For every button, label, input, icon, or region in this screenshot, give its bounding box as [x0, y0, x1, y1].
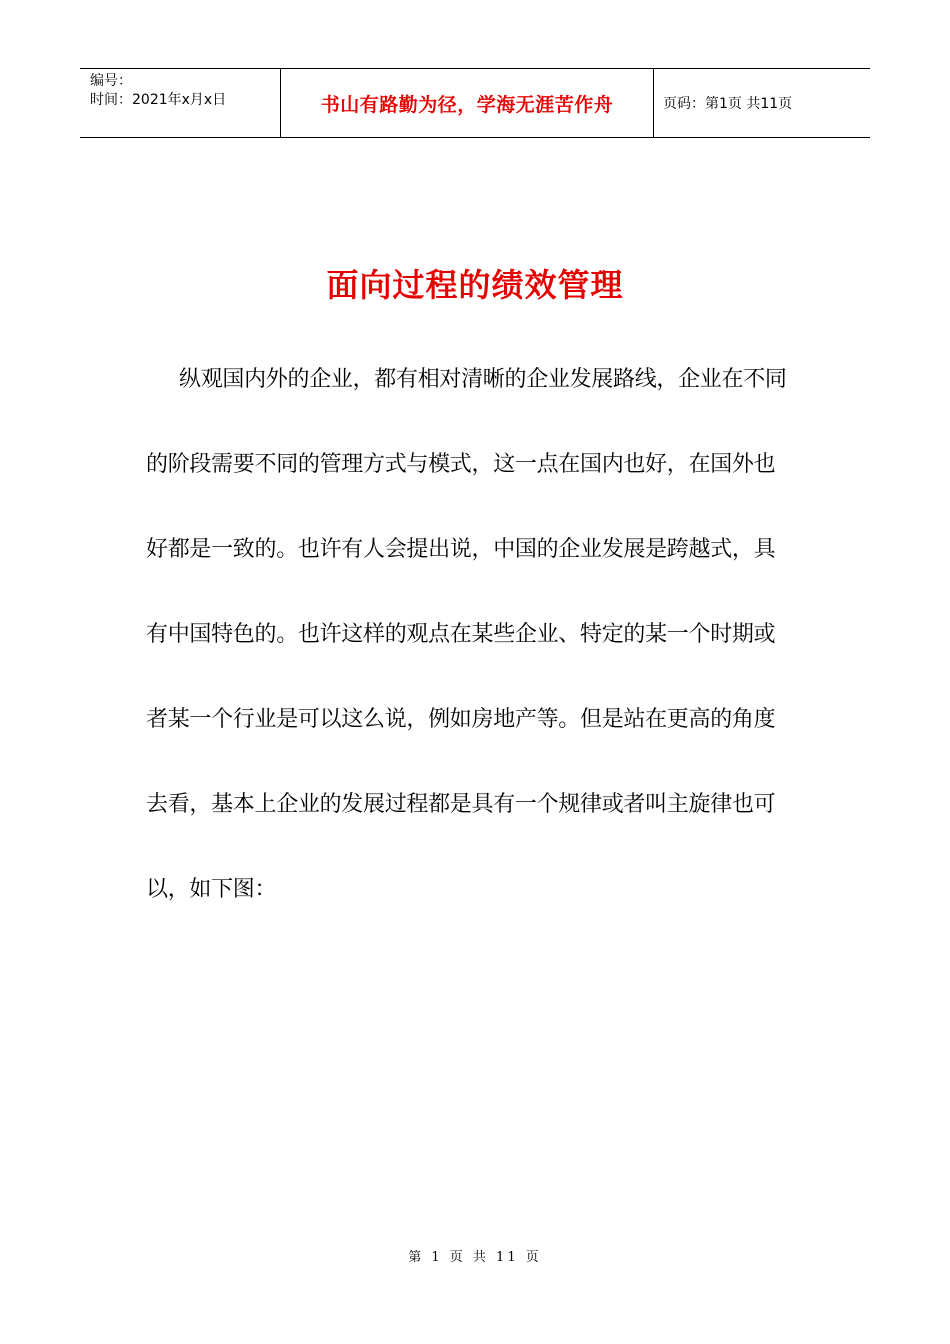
header-motto-cell — [281, 69, 654, 137]
paragraph-line: 去看，基本上企业的发展过程都是具有一个规律或者叫主旋律也可 — [146, 792, 776, 817]
page-footer: 第 1 页 共 11 页 — [408, 1250, 542, 1265]
document-title: 面向过程的绩效管理 — [326, 266, 624, 304]
page-info: 页码：第1页 共11页 — [663, 96, 793, 112]
number-label: 编号： — [90, 73, 132, 89]
paragraph-line: 以，如下图： — [146, 877, 277, 902]
paragraph-line: 有中国特色的。也许这样的观点在某些企业、特定的某一个时期或 — [146, 622, 776, 647]
paragraph-line: 者某一个行业是可以这么说，例如房地产等。但是站在更高的角度 — [146, 707, 776, 732]
paragraph-line: 纵观国内外的企业，都有相对清晰的企业发展路线，企业在不同 — [179, 367, 787, 392]
time-label: 时间：2021年x月x日 — [90, 92, 227, 108]
header-page-cell — [654, 69, 870, 137]
page-header — [80, 68, 870, 138]
paragraph-line: 的阶段需要不同的管理方式与模式，这一点在国内也好，在国外也 — [146, 452, 776, 477]
paragraph-line: 好都是一致的。也许有人会提出说，中国的企业发展是跨越式，具 — [146, 537, 776, 562]
body-paragraph — [146, 358, 806, 953]
header-meta-cell — [80, 69, 281, 137]
motto-text: 书山有路勤为径，学海无涯苦作舟 — [320, 93, 614, 116]
